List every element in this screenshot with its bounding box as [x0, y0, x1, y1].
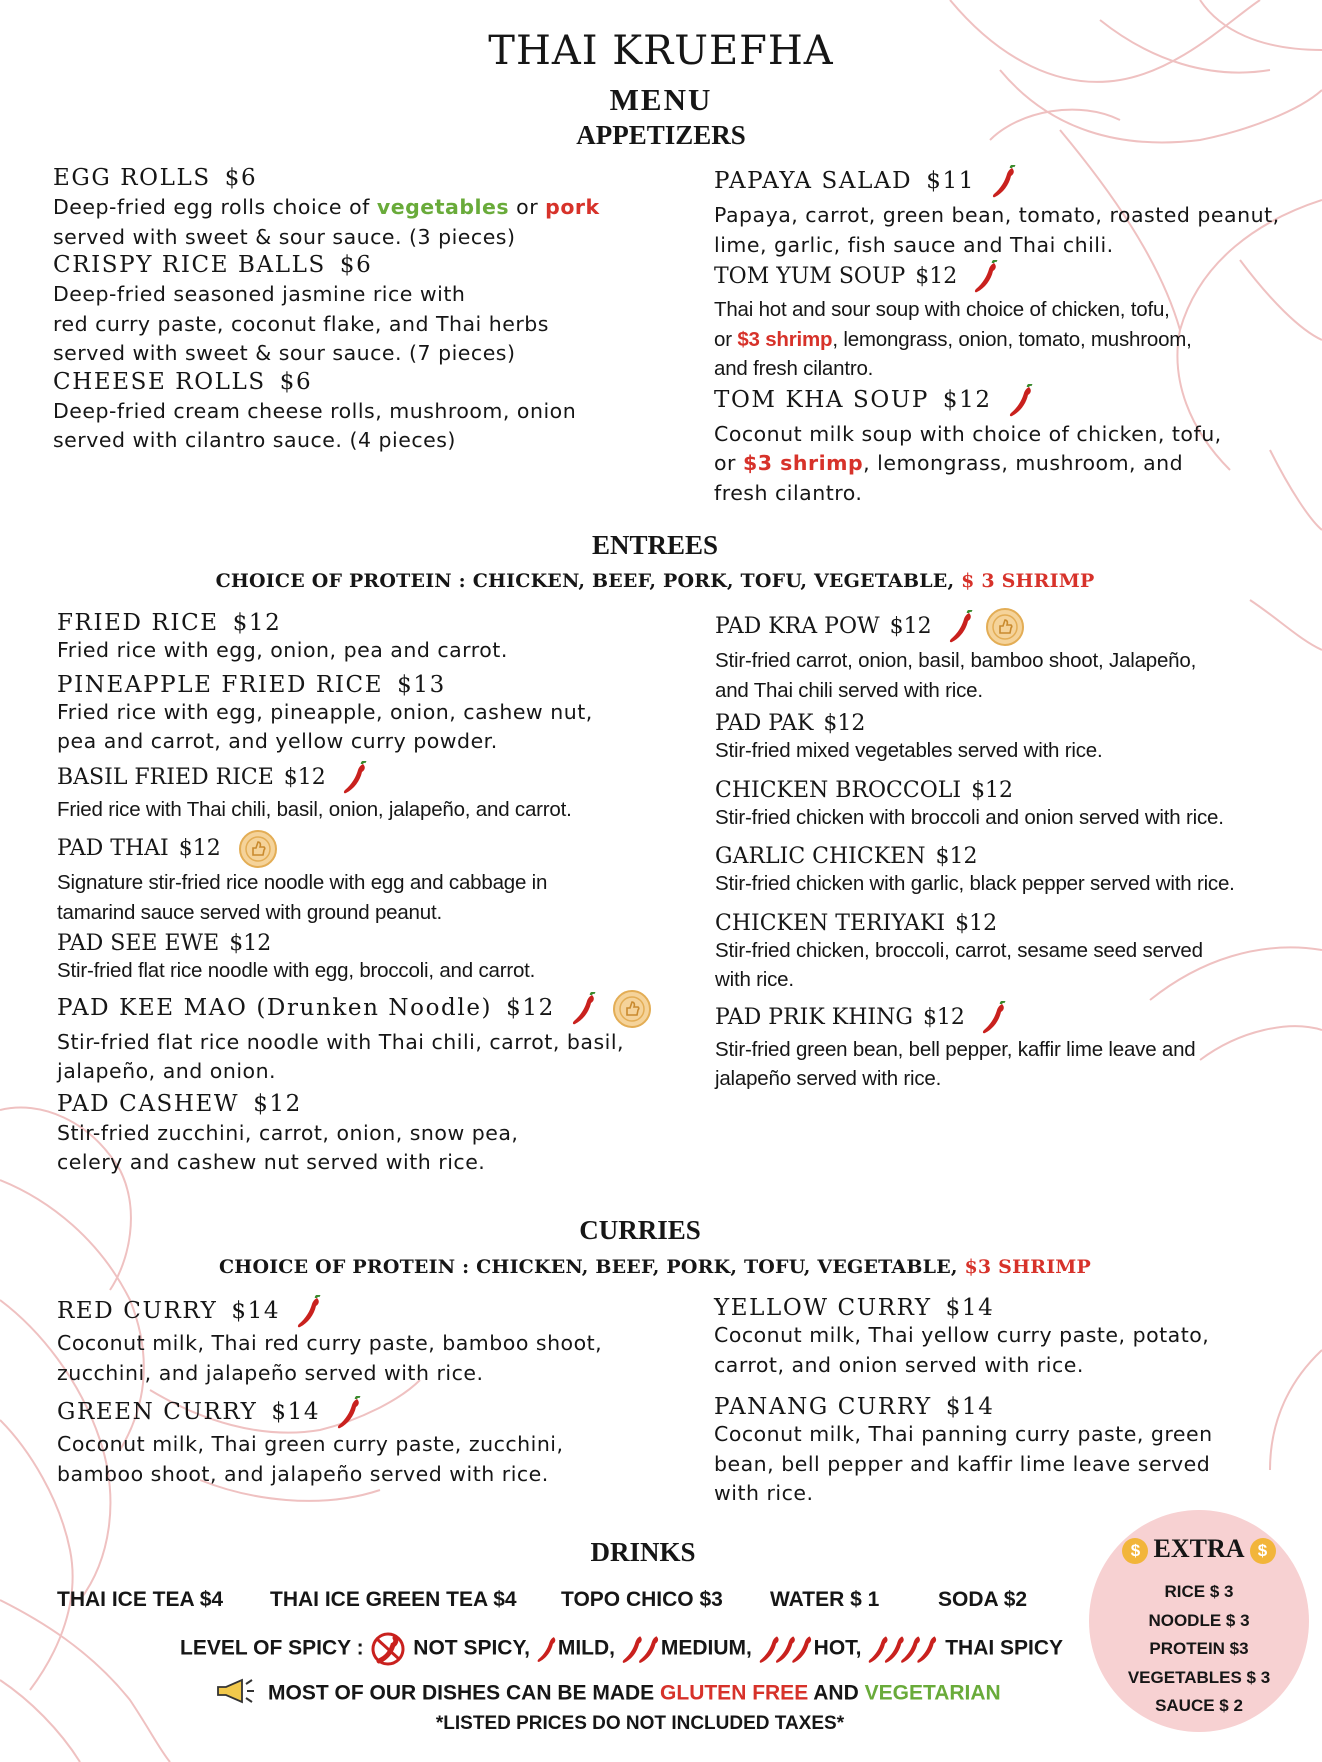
item-name: PAD PRIK KHING $12	[715, 1001, 1315, 1035]
menu-item-basil-fried-rice	[57, 761, 697, 825]
drink-item: TOPO CHICO $3	[561, 1588, 723, 1611]
chili-icon	[991, 165, 1017, 199]
curries-heading: CURRIES	[579, 1215, 701, 1245]
chef-recommend-icon	[986, 608, 1024, 646]
item-description: Deep-fried seasoned jasmine rice with red curry paste, coconut flake, and Thai herbs served with sweet & sour sauce. (7 pieces)	[53, 282, 549, 365]
item-name: CHEESE ROLLS $6	[53, 368, 313, 395]
item-description: Stir-fried flat rice noodle with egg, broccoli, and carrot.	[57, 959, 536, 982]
entrees-left-column	[57, 610, 697, 1178]
menu-item-pad-kra-pow	[715, 608, 1315, 705]
curries-protein-choice: CHOICE OF PROTEIN : CHICKEN, BEEF, PORK, TOFU, VEGETABLE, $3 SHRIMP	[218, 1256, 1092, 1278]
menu-item-papaya-salad	[714, 165, 1314, 260]
chef-recommend-icon	[239, 830, 277, 868]
chili-icon	[948, 610, 974, 644]
item-description: Coconut milk, Thai yellow curry paste, potato, carrot, and onion served with rice.	[714, 1323, 1210, 1377]
chili-icon	[973, 260, 999, 294]
item-name: CRISPY RICE BALLS $6	[53, 252, 373, 278]
appetizers-right-column	[714, 165, 1314, 508]
item-description: Fried rice with egg, pineapple, onion, cashew nut, pea and carrot, and yellow curry powder.	[57, 699, 593, 753]
dietary-note: MOST OF OUR DISHES CAN BE MADE GLUTEN FREE AND VEGETARIAN	[216, 1678, 1001, 1710]
item-name: PANANG CURRY $14	[714, 1394, 995, 1420]
item-description: Fried rice with Thai chili, basil, onion, jalapeño, and carrot.	[57, 797, 572, 821]
item-name: YELLOW CURRY $14	[714, 1295, 995, 1321]
item-name: GREEN CURRY $14	[57, 1396, 697, 1430]
chili-icon	[981, 1001, 1007, 1035]
menu-item-green-curry	[57, 1396, 697, 1489]
menu-item-panang-curry	[714, 1394, 1314, 1509]
drinks-heading: DRINKS	[590, 1537, 696, 1567]
entrees-heading: ENTREES	[591, 530, 719, 560]
tax-note: *LISTED PRICES DO NOT INCLUDED TAXES*	[435, 1713, 845, 1734]
item-name: PAD CASHEW $12	[57, 1090, 302, 1117]
extras-list	[1089, 1578, 1309, 1721]
menu-item-pad-prik-khing	[715, 1001, 1315, 1094]
item-description: Papaya, carrot, green bean, tomato, roasted peanut, lime, garlic, fish sauce and Thai chili.	[714, 203, 1280, 257]
drink-item: SODA $2	[938, 1588, 1028, 1611]
restaurant-name: THAI KRUEFHA	[488, 28, 834, 74]
item-description: Signature stir-fried rice noodle with egg and cabbage in tamarind sauce served with ground peanut.	[57, 871, 548, 924]
menu-item-chicken-teriyaki	[715, 911, 1315, 995]
drink-item: THAI ICE TEA $4	[57, 1588, 224, 1611]
item-name: FRIED RICE $12	[57, 610, 282, 636]
item-description: Fried rice with egg, onion, pea and carrot.	[57, 638, 508, 662]
menu-item-pineapple-fried-rice	[57, 672, 697, 757]
item-name: CHICKEN TERIYAKI $12	[715, 910, 998, 936]
item-name: PAD THAI $12	[57, 830, 697, 868]
coin-icon	[1122, 1538, 1148, 1564]
menu-item-fried-rice	[57, 610, 697, 666]
spicy-level-legend: LEVEL OF SPICY : NOT SPICY, MILD, MEDIUM, HOT, THAI SPICY	[180, 1632, 1063, 1666]
appetizers-heading: APPETIZERS	[576, 120, 746, 150]
chili-icon	[296, 1295, 322, 1329]
extras-heading: $EXTRA$	[1089, 1534, 1309, 1564]
item-description: Coconut milk, Thai red curry paste, bamboo shoot, zucchini, and jalapeño served with rice.	[57, 1331, 603, 1385]
menu-item-tom-yum-soup	[714, 260, 1314, 384]
item-name: PAD PAK $12	[715, 711, 866, 736]
chili-icon	[758, 1632, 814, 1666]
menu-item-pad-pak	[715, 711, 1315, 766]
menu-item-pad-see-ewe	[57, 931, 697, 986]
no-spicy-icon	[369, 1632, 407, 1666]
item-name: PAD KEE MAO (Drunken Noodle) $12	[57, 990, 697, 1028]
item-description: Stir-fried chicken with garlic, black pepper served with rice.	[715, 872, 1235, 895]
item-name: EGG ROLLS $6	[53, 165, 258, 191]
curries-right-column	[714, 1295, 1314, 1509]
item-description: Coconut milk, Thai green curry paste, zucchini, bamboo shoot, and jalapeño served with rice.	[57, 1432, 564, 1486]
menu-item-tom-kha-soup	[714, 384, 1314, 509]
chili-icon	[621, 1632, 661, 1666]
vegetables-option: vegetables	[376, 195, 510, 219]
item-description: Deep-fried egg rolls choice of vegetables or pork served with sweet & sour sauce. (3 pieces)	[53, 195, 600, 249]
appetizers-left-column	[53, 165, 673, 456]
entrees-right-column	[715, 608, 1315, 1094]
drink-item: THAI ICE GREEN TEA $4	[270, 1588, 517, 1611]
shrimp-upcharge: $3 shrimp	[737, 327, 833, 351]
menu-item-cheese-rolls	[53, 369, 673, 456]
extra-item: VEGETABLES $ 3	[1127, 1667, 1271, 1687]
megaphone-icon	[216, 1678, 258, 1710]
menu-title: MENU	[609, 82, 713, 117]
item-description: Coconut milk soup with choice of chicken, tofu, or $3 shrimp, lemongrass, mushroom, and fresh cilantro.	[714, 421, 1222, 505]
item-description: Thai hot and sour soup with choice of chicken, tofu, or $3 shrimp, lemongrass, onion, tomato, mushroom, and fresh cilantro.	[714, 298, 1192, 380]
extra-item: RICE $ 3	[1164, 1582, 1234, 1601]
item-description: Stir-fried flat rice noodle with Thai chili, carrot, basil, jalapeño, and onion.	[57, 1029, 625, 1083]
extra-item: NOODLE $ 3	[1148, 1610, 1250, 1630]
entrees-protein-choice: CHOICE OF PROTEIN : CHICKEN, BEEF, PORK, TOFU, VEGETABLE, $ 3 SHRIMP	[215, 570, 1095, 592]
item-description: Stir-fried green bean, bell pepper, kaffir lime leave and jalapeño served with rice.	[715, 1037, 1196, 1090]
menu-item-garlic-chicken	[715, 844, 1315, 899]
item-name: TOM KHA SOUP $12	[714, 384, 1314, 418]
coin-icon	[1250, 1538, 1276, 1564]
item-name: CHICKEN BROCCOLI $12	[715, 777, 1014, 803]
item-description: Stir-fried carrot, onion, basil, bamboo shoot, Jalapeño, and Thai chili served with rice.	[715, 649, 1197, 702]
item-description: Stir-fried chicken with broccoli and onion served with rice.	[715, 805, 1224, 829]
item-name: PAD SEE EWE $12	[57, 931, 272, 956]
item-name: PAPAYA SALAD $11	[714, 165, 1314, 199]
item-description: Stir-fried mixed vegetables served with rice.	[715, 739, 1103, 762]
item-description: Stir-fried zucchini, carrot, onion, snow pea, celery and cashew nut served with rice.	[57, 1120, 519, 1174]
chili-icon	[571, 992, 597, 1026]
extra-item: PROTEIN $3	[1149, 1639, 1249, 1658]
extra-item: SAUCE $ 2	[1155, 1696, 1243, 1715]
item-name: PINEAPPLE FRIED RICE $13	[57, 671, 446, 698]
chef-recommend-icon	[613, 990, 651, 1028]
item-name: PAD KRA POW $12	[715, 608, 1315, 646]
item-description: Deep-fried cream cheese rolls, mushroom, onion served with cilantro sauce. (4 pieces)	[53, 398, 577, 452]
chili-icon	[342, 761, 368, 795]
menu-item-yellow-curry	[714, 1295, 1314, 1380]
menu-item-red-curry	[57, 1295, 697, 1388]
shrimp-upcharge: $3 shrimp	[743, 451, 864, 475]
item-name: BASIL FRIED RICE $12	[57, 761, 697, 795]
menu-item-egg-rolls	[53, 165, 673, 252]
pork-option: pork	[545, 195, 600, 219]
drink-item: WATER $ 1	[770, 1588, 880, 1611]
item-name: GARLIC CHICKEN $12	[715, 844, 978, 869]
item-description: Stir-fried chicken, broccoli, carrot, sesame seed served with rice.	[715, 938, 1203, 991]
menu-item-crispy-rice-balls	[53, 252, 673, 369]
chili-icon	[1008, 384, 1034, 418]
chili-icon	[867, 1632, 939, 1666]
menu-item-pad-cashew	[57, 1091, 697, 1178]
curries-left-column	[57, 1295, 697, 1489]
menu-item-chicken-broccoli	[715, 778, 1315, 833]
item-name: RED CURRY $14	[57, 1295, 697, 1329]
item-description: Coconut milk, Thai panning curry paste, green bean, bell pepper and kaffir lime leave served with rice.	[714, 1422, 1213, 1505]
menu-item-pad-kee-mao	[57, 990, 697, 1087]
chili-icon	[536, 1632, 558, 1666]
item-name: TOM YUM SOUP $12	[714, 260, 1314, 294]
chili-icon	[336, 1396, 362, 1430]
extras-badge	[1089, 1510, 1309, 1732]
menu-item-pad-thai	[57, 830, 697, 927]
